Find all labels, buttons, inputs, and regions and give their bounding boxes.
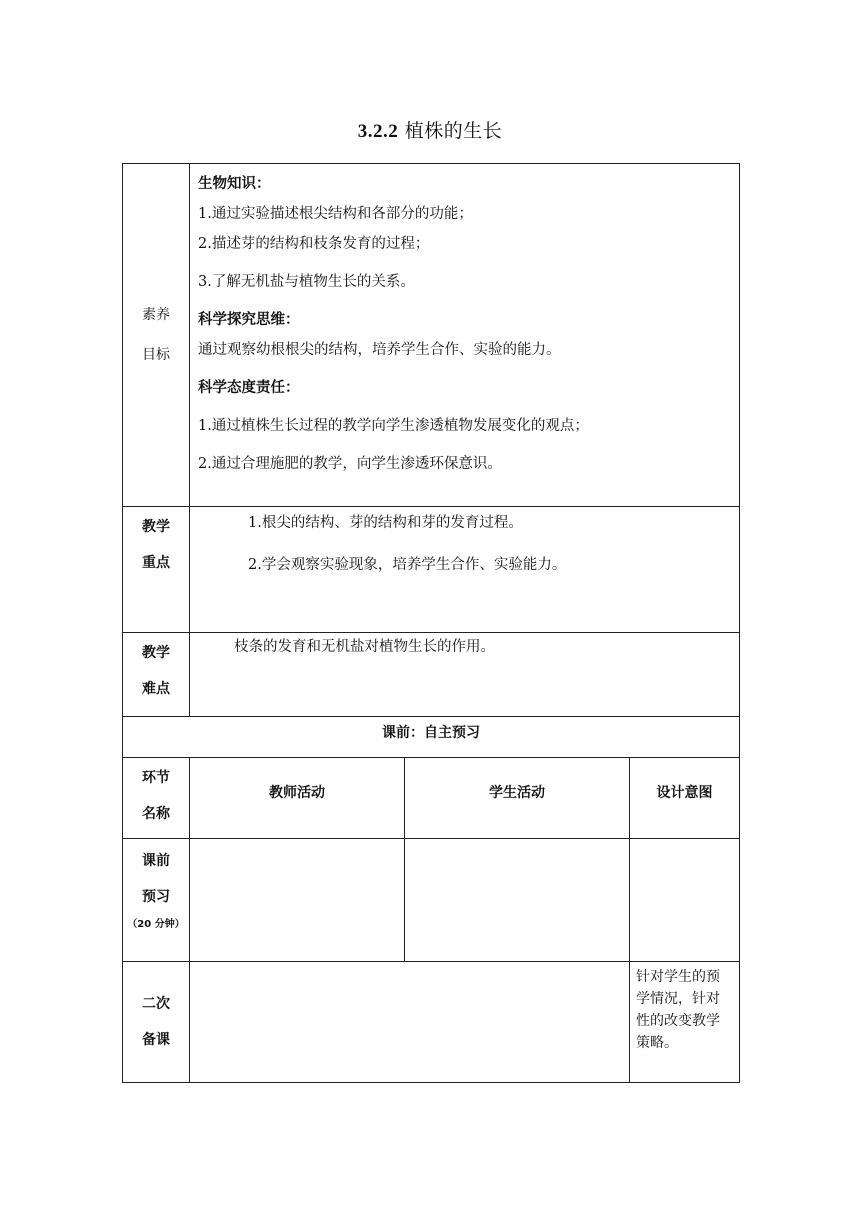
stage-header-line1: 环节 xyxy=(142,770,170,786)
key-points-content xyxy=(190,507,740,633)
page-title xyxy=(0,116,860,143)
difficulties-text: 枝条的发育和无机盐对植物生长的作用。 xyxy=(234,639,495,655)
objectives-label xyxy=(123,164,190,507)
difficulties-label-line2: 难点 xyxy=(142,681,170,697)
key-points-label xyxy=(123,507,190,633)
second-prep-row xyxy=(123,962,740,1083)
bio-item-3: 3.了解无机盐与植物生长的关系。 xyxy=(198,274,415,290)
second-prep-content xyxy=(190,962,630,1083)
second-prep-label xyxy=(123,962,190,1083)
preview-label-line1: 课前 xyxy=(142,853,170,869)
key-points-label-line2: 重点 xyxy=(142,555,170,571)
inquiry-text: 通过观察幼根根尖的结构，培养学生合作、实验的能力。 xyxy=(198,342,561,358)
difficulties-content xyxy=(190,633,740,717)
objectives-label-line1: 素养 xyxy=(142,307,170,323)
key-point-2: 2.学会观察实验现象，培养学生合作、实验能力。 xyxy=(248,557,567,573)
lesson-plan-table xyxy=(122,163,740,1083)
difficulties-label xyxy=(123,633,190,717)
preview-duration: （20 分钟） xyxy=(127,919,185,930)
second-prep-label-line2: 备课 xyxy=(142,1032,170,1048)
preview-student-cell xyxy=(405,839,630,962)
teacher-activity-header: 教师活动 xyxy=(190,758,405,839)
preview-teacher-cell xyxy=(190,839,405,962)
bio-heading: 生物知识： xyxy=(198,176,271,192)
design-intent-header: 设计意图 xyxy=(630,758,740,839)
difficulties-row xyxy=(123,633,740,717)
section-header: 课前：自主预习 xyxy=(123,717,740,758)
stage-header-line2: 名称 xyxy=(142,806,170,822)
attitude-item-1: 1.通过植株生长过程的教学向学生渗透植物发展变化的观点； xyxy=(198,418,589,434)
stage-name-header xyxy=(123,758,190,839)
inquiry-heading: 科学探究思维： xyxy=(198,312,300,328)
bio-item-1: 1.通过实验描述根尖结构和各部分的功能； xyxy=(198,206,473,222)
preview-row xyxy=(123,839,740,962)
objectives-row xyxy=(123,164,740,507)
second-prep-label-line1: 二次 xyxy=(142,996,170,1012)
objectives-label-line2: 目标 xyxy=(142,347,170,363)
attitude-heading: 科学态度责任： xyxy=(198,380,300,396)
key-point-1: 1.根尖的结构、芽的结构和芽的发育过程。 xyxy=(248,515,523,531)
student-activity-header: 学生活动 xyxy=(405,758,630,839)
preview-label xyxy=(123,839,190,962)
section-header-row xyxy=(123,717,740,758)
attitude-item-2: 2.通过合理施肥的教学，向学生渗透环保意识。 xyxy=(198,456,502,472)
second-prep-note: 针对学生的预学情况，针对性的改变教学策略。 xyxy=(630,962,740,1083)
title-number: 3.2.2 xyxy=(357,121,399,142)
objectives-content xyxy=(190,164,740,507)
column-header-row xyxy=(123,758,740,839)
difficulties-label-line1: 教学 xyxy=(142,645,170,661)
title-text: 植株的生长 xyxy=(404,120,503,142)
preview-label-line2: 预习 xyxy=(142,889,170,905)
key-points-row xyxy=(123,507,740,633)
bio-item-2: 2.描述芽的结构和枝条发育的过程； xyxy=(198,236,430,252)
preview-design-cell xyxy=(630,839,740,962)
key-points-label-line1: 教学 xyxy=(142,519,170,535)
